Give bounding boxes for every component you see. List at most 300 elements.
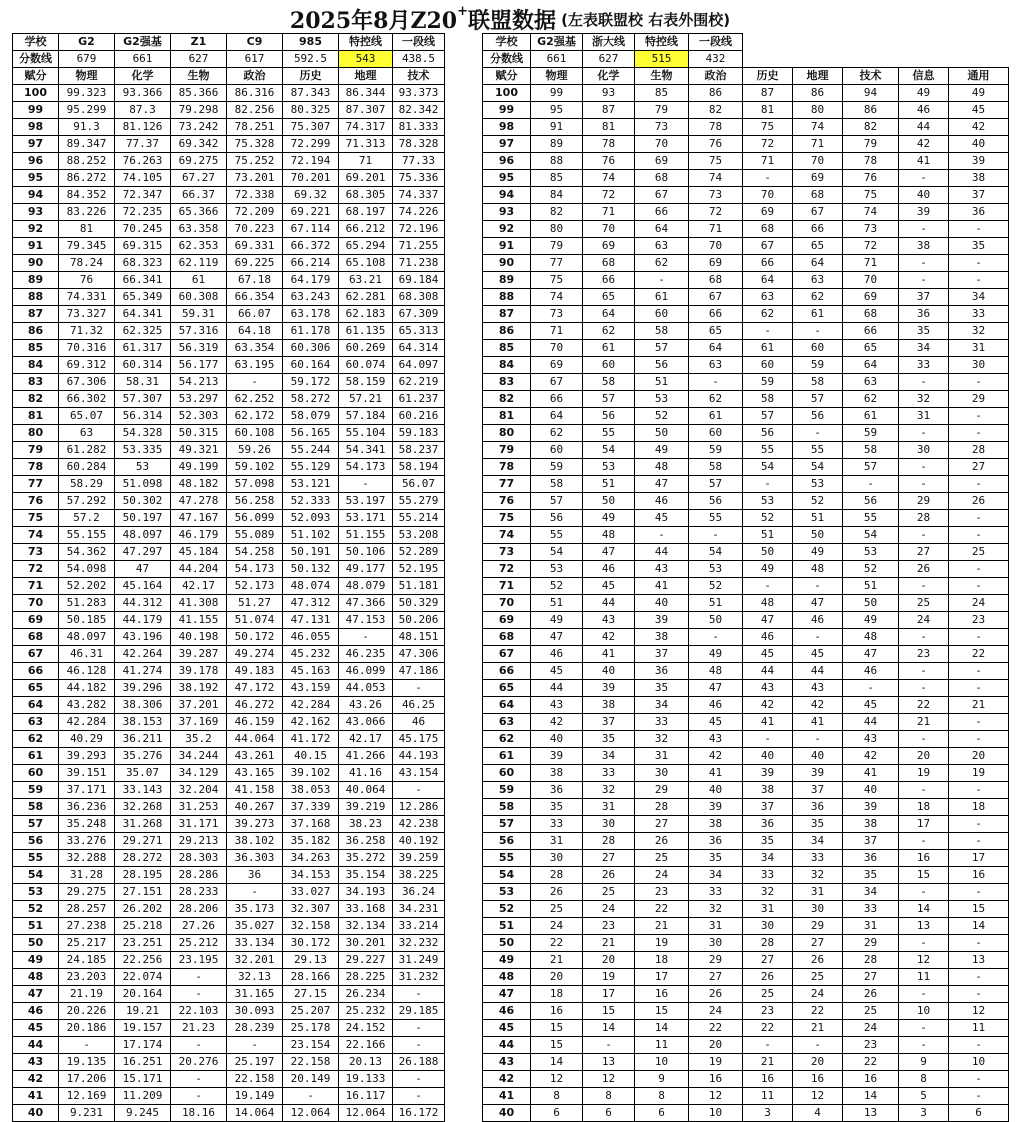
table-row-cell: 19 — [899, 765, 949, 782]
table-row-cell: 47.172 — [227, 680, 283, 697]
table-row-cell: 73 — [843, 221, 899, 238]
table-row-cell: 87 — [583, 102, 635, 119]
table-row-cell: 20.164 — [115, 986, 171, 1003]
table-row-cell: 74 — [843, 204, 899, 221]
table-row-cell: 47.306 — [393, 646, 445, 663]
table-row-cell: 63.358 — [171, 221, 227, 238]
table-row-cell: 65.313 — [393, 323, 445, 340]
table-row-cell: 9.245 — [115, 1105, 171, 1122]
table-row — [13, 476, 445, 493]
table-row-cell: 6 — [583, 1105, 635, 1122]
table-row-cell: 78 — [689, 119, 743, 136]
table-row-cell: 60 — [793, 340, 843, 357]
table-row — [13, 1037, 445, 1054]
table-row-cell: 73 — [13, 544, 59, 561]
table-row-cell: 46.25 — [393, 697, 445, 714]
table-row-cell: 15 — [531, 1020, 583, 1037]
table-row-cell: - — [899, 476, 949, 493]
table-row-cell: 59.183 — [393, 425, 445, 442]
table-row-cell: 89 — [531, 136, 583, 153]
table-row-cell: 44 — [793, 663, 843, 680]
table-row — [13, 289, 445, 306]
table-row-cell: 65.294 — [339, 238, 393, 255]
table-row-cell: 60.284 — [59, 459, 115, 476]
table-row-cell: 44 — [635, 544, 689, 561]
table-row — [483, 765, 1009, 782]
table-row-cell: 32 — [635, 731, 689, 748]
subject-row-cell: 技术 — [393, 68, 445, 85]
table-row-cell: 69 — [635, 153, 689, 170]
table-row-cell: 44.179 — [115, 612, 171, 629]
table-row-cell: 39 — [843, 799, 899, 816]
table-row-cell: 67 — [531, 374, 583, 391]
table-row — [13, 340, 445, 357]
table-row — [13, 561, 445, 578]
table-row-cell: 71 — [531, 323, 583, 340]
table-row-cell: 71 — [793, 136, 843, 153]
table-row-cell: 58.237 — [393, 442, 445, 459]
table-row-cell: 64 — [531, 408, 583, 425]
table-row-cell: 60 — [635, 306, 689, 323]
table-row-cell: 64 — [483, 697, 531, 714]
cutoff-row-cell: 分数线 — [13, 51, 59, 68]
table-row-cell: 75 — [743, 119, 793, 136]
table-row-cell: 3 — [899, 1105, 949, 1122]
table-row-cell: 29 — [949, 391, 1009, 408]
table-row-cell: 57.2 — [59, 510, 115, 527]
table-row-cell: 62.219 — [393, 374, 445, 391]
table-row-cell: 18 — [949, 799, 1009, 816]
table-row-cell: 56.314 — [115, 408, 171, 425]
table-row-cell: 69.312 — [59, 357, 115, 374]
table-row-cell: 67 — [743, 238, 793, 255]
table-row-cell: 21 — [635, 918, 689, 935]
table-row-cell: 47.153 — [339, 612, 393, 629]
cutoff-row-cell: 543 — [339, 51, 393, 68]
table-row-cell: 26 — [743, 969, 793, 986]
table-row-cell: 65 — [793, 238, 843, 255]
table-row-cell: 10 — [689, 1105, 743, 1122]
table-row-cell: 19 — [689, 1054, 743, 1071]
table-row-cell: 81.126 — [115, 119, 171, 136]
table-row-cell: 76 — [13, 493, 59, 510]
table-row-cell: 66.302 — [59, 391, 115, 408]
table-row-cell: 37.201 — [171, 697, 227, 714]
table-row-cell: 35.248 — [59, 816, 115, 833]
table-row-cell: 69 — [843, 289, 899, 306]
table-row-cell: 43.159 — [283, 680, 339, 697]
subject-row-cell: 政治 — [689, 68, 743, 85]
table-row-cell: 17.206 — [59, 1071, 115, 1088]
table-row-cell: 35.182 — [283, 833, 339, 850]
table-row-cell: 53 — [531, 561, 583, 578]
table-row-cell: 50.106 — [339, 544, 393, 561]
table-row-cell: 82 — [689, 102, 743, 119]
table-row-cell: 68 — [689, 272, 743, 289]
table-row-cell: 20.186 — [59, 1020, 115, 1037]
table-row-cell: 67 — [793, 204, 843, 221]
table-row-cell: 70 — [13, 595, 59, 612]
table-row-cell: 25.178 — [283, 1020, 339, 1037]
table-row-cell: 80 — [793, 102, 843, 119]
table-row-cell: 73 — [689, 187, 743, 204]
table-row-cell: 80 — [531, 221, 583, 238]
table-row-cell: - — [793, 578, 843, 595]
table-row-cell: - — [949, 884, 1009, 901]
table-row-cell: 65.108 — [339, 255, 393, 272]
table-row-cell: 51 — [13, 918, 59, 935]
table-row-cell: 64.097 — [393, 357, 445, 374]
table-row-cell: 64 — [583, 306, 635, 323]
table-row-cell: 23 — [743, 1003, 793, 1020]
table-row-cell: 46 — [843, 663, 899, 680]
table-row-cell: 67.309 — [393, 306, 445, 323]
table-row-cell: 24.185 — [59, 952, 115, 969]
table-row — [483, 170, 1009, 187]
table-row-cell: - — [689, 374, 743, 391]
subject-row-cell: 历史 — [743, 68, 793, 85]
table-row-cell: 66.354 — [227, 289, 283, 306]
table-row-cell: 58.194 — [393, 459, 445, 476]
table-row-cell: 62.325 — [115, 323, 171, 340]
table-row-cell: 63 — [843, 374, 899, 391]
table-row-cell: 73.327 — [59, 306, 115, 323]
table-row — [483, 731, 1009, 748]
table-row-cell: 36 — [843, 850, 899, 867]
table-row-cell: 55 — [793, 442, 843, 459]
table-row-cell: 23 — [635, 884, 689, 901]
table-row-cell: 50.329 — [393, 595, 445, 612]
table-row-cell: 17 — [899, 816, 949, 833]
table-row-cell: 29.275 — [59, 884, 115, 901]
table-row-cell: 73 — [635, 119, 689, 136]
table-row-cell: 25.197 — [227, 1054, 283, 1071]
subject-row-cell: 化学 — [583, 68, 635, 85]
table-row-cell: - — [793, 323, 843, 340]
table-row-cell: 39.293 — [59, 748, 115, 765]
table-row — [483, 510, 1009, 527]
table-row-cell: 98 — [483, 119, 531, 136]
page-title — [0, 4, 1020, 34]
table-row-cell: 42.162 — [283, 714, 339, 731]
table-row-cell: 44.204 — [171, 561, 227, 578]
table-row-cell: 70 — [583, 221, 635, 238]
table-row-cell: 35.027 — [227, 918, 283, 935]
table-row — [13, 578, 445, 595]
table-row-cell: 49.177 — [339, 561, 393, 578]
table-row-cell: 81 — [743, 102, 793, 119]
empty-cell — [743, 34, 793, 51]
table-row-cell: - — [949, 1071, 1009, 1088]
table-row-cell: 55 — [531, 527, 583, 544]
table-row-cell: 41 — [583, 646, 635, 663]
table-row-cell: 54.362 — [59, 544, 115, 561]
table-row-cell: 31.253 — [171, 799, 227, 816]
table-row-cell: 28.239 — [227, 1020, 283, 1037]
table-row-cell: 54.328 — [115, 425, 171, 442]
table-row-cell: 69 — [793, 170, 843, 187]
table-row-cell: 24.152 — [339, 1020, 393, 1037]
table-row-cell: 52.093 — [283, 510, 339, 527]
table-row-cell: 29 — [793, 918, 843, 935]
table-row-cell: 71 — [483, 578, 531, 595]
table-row-cell: 41 — [743, 714, 793, 731]
table-row-cell: - — [899, 731, 949, 748]
table-row-cell: 72 — [843, 238, 899, 255]
table-row-cell: 4 — [793, 1105, 843, 1122]
table-row-cell: 72.209 — [227, 204, 283, 221]
table-row-cell: 41.266 — [339, 748, 393, 765]
table-row-cell: 61.282 — [59, 442, 115, 459]
table-row-cell: 69.315 — [115, 238, 171, 255]
table-row-cell: 48.097 — [59, 629, 115, 646]
table-row-cell: 38 — [843, 816, 899, 833]
table-row-cell: 53.171 — [339, 510, 393, 527]
table-row-cell: 66 — [483, 663, 531, 680]
table-row-cell: 62 — [743, 306, 793, 323]
table-row-cell: 42.238 — [393, 816, 445, 833]
table-row-cell: 32.204 — [171, 782, 227, 799]
table-row-cell: 44 — [843, 714, 899, 731]
table-row-cell: 87.3 — [115, 102, 171, 119]
table-row-cell: 88 — [483, 289, 531, 306]
subject-row-cell: 地理 — [793, 68, 843, 85]
table-row-cell: 41 — [635, 578, 689, 595]
table-row-cell: 55 — [843, 510, 899, 527]
table-row — [483, 646, 1009, 663]
subject-row-cell: 信息 — [899, 68, 949, 85]
table-row-cell: 39.219 — [339, 799, 393, 816]
table-row-cell: 15.171 — [115, 1071, 171, 1088]
table-row-cell: 58.159 — [339, 374, 393, 391]
table-row-cell: 78 — [483, 459, 531, 476]
subject-row-cell: 生物 — [171, 68, 227, 85]
table-row-cell: 65 — [843, 340, 899, 357]
table-row-cell: 42 — [793, 697, 843, 714]
table-row-cell: 40 — [531, 731, 583, 748]
table-row-cell: 50.172 — [227, 629, 283, 646]
table-row-cell: 57.307 — [115, 391, 171, 408]
table-row-cell: 43 — [635, 561, 689, 578]
table-row-cell: 55.104 — [339, 425, 393, 442]
table-row-cell: 30.172 — [283, 935, 339, 952]
table-row-cell: 70.201 — [283, 170, 339, 187]
table-row-cell: - — [635, 527, 689, 544]
table-row — [13, 323, 445, 340]
table-row-cell: 51.155 — [339, 527, 393, 544]
table-row-cell: 37 — [949, 187, 1009, 204]
table-row-cell: 28.233 — [171, 884, 227, 901]
table-row-cell: 66 — [689, 306, 743, 323]
table-row-cell: 48 — [843, 629, 899, 646]
cutoff-row — [13, 51, 445, 68]
table-row-cell: 16 — [689, 1071, 743, 1088]
table-row — [483, 782, 1009, 799]
table-row-cell: 54.173 — [339, 459, 393, 476]
table-row-cell: - — [171, 1037, 227, 1054]
table-row-cell: 52 — [843, 561, 899, 578]
table-row-cell: 32 — [743, 884, 793, 901]
table-row-cell: - — [635, 272, 689, 289]
table-row-cell: 16 — [949, 867, 1009, 884]
table-row — [483, 425, 1009, 442]
table-row-cell: 57 — [583, 391, 635, 408]
table-row-cell: 93 — [483, 204, 531, 221]
table-row-cell: 45 — [13, 1020, 59, 1037]
table-row-cell: 52 — [635, 408, 689, 425]
table-row-cell: 64 — [13, 697, 59, 714]
table-row-cell: 81 — [483, 408, 531, 425]
table-row-cell: 63.21 — [339, 272, 393, 289]
table-row-cell: - — [793, 629, 843, 646]
table-row-cell: 60 — [743, 357, 793, 374]
table-row — [13, 1020, 445, 1037]
table-row-cell: 62.353 — [171, 238, 227, 255]
table-row-cell: 98 — [13, 119, 59, 136]
table-row-cell: 27 — [793, 935, 843, 952]
table-row-cell: 35 — [793, 816, 843, 833]
table-row-cell: 42.264 — [115, 646, 171, 663]
table-row-cell: 42 — [13, 1071, 59, 1088]
table-row-cell: 49 — [635, 442, 689, 459]
table-row — [13, 969, 445, 986]
table-row-cell: 50 — [635, 425, 689, 442]
table-row-cell: 22 — [689, 1020, 743, 1037]
table-row-cell: 74.317 — [339, 119, 393, 136]
table-row-cell: 64.314 — [393, 340, 445, 357]
table-row-cell: 90 — [483, 255, 531, 272]
table-row-cell: 61 — [171, 272, 227, 289]
table-row-cell: 55.129 — [283, 459, 339, 476]
table-row — [483, 306, 1009, 323]
table-row-cell: 43 — [743, 680, 793, 697]
table-row-cell: 53 — [689, 561, 743, 578]
table-row-cell: 40 — [689, 782, 743, 799]
table-row-cell: 28 — [843, 952, 899, 969]
table-row-cell: 93.373 — [393, 85, 445, 102]
table-row-cell: 70 — [843, 272, 899, 289]
table-row-cell: 87 — [743, 85, 793, 102]
table-row-cell: 45.163 — [283, 663, 339, 680]
table-row-cell: 40.064 — [339, 782, 393, 799]
table-row-cell: 51.27 — [227, 595, 283, 612]
table-row-cell: 55 — [583, 425, 635, 442]
table-row — [13, 306, 445, 323]
table-row-cell: 41.308 — [171, 595, 227, 612]
table-row — [483, 1071, 1009, 1088]
table-row-cell: 32.268 — [115, 799, 171, 816]
table-row-cell: 82.342 — [393, 102, 445, 119]
table-row-cell: - — [949, 714, 1009, 731]
table-row-cell: 93 — [583, 85, 635, 102]
table-row — [13, 816, 445, 833]
table-row-cell: 36.211 — [115, 731, 171, 748]
table-row-cell: 8 — [583, 1088, 635, 1105]
table-row-cell: 84 — [13, 357, 59, 374]
table-row-cell: 42 — [843, 748, 899, 765]
table-row-cell: 65.349 — [115, 289, 171, 306]
table-row-cell: 48.079 — [339, 578, 393, 595]
table-row-cell: 50.132 — [283, 561, 339, 578]
table-row-cell: 12 — [949, 1003, 1009, 1020]
table-row — [13, 612, 445, 629]
table-row-cell: 64.179 — [283, 272, 339, 289]
table-row-cell: 89 — [13, 272, 59, 289]
table-row-cell: 19.135 — [59, 1054, 115, 1071]
table-row-cell: 41.155 — [171, 612, 227, 629]
table-row-cell: 59 — [689, 442, 743, 459]
table-row-cell: 44.193 — [393, 748, 445, 765]
table-row-cell: 75 — [483, 510, 531, 527]
table-row-cell: - — [339, 629, 393, 646]
table-row-cell: 38.053 — [283, 782, 339, 799]
table-row-cell: 28.195 — [115, 867, 171, 884]
table-row-cell: 17.174 — [115, 1037, 171, 1054]
table-row-cell: 49 — [483, 952, 531, 969]
table-row-cell: 45 — [635, 510, 689, 527]
table-row-cell: 50 — [689, 612, 743, 629]
table-row-cell: 42 — [743, 697, 793, 714]
table-row-cell: 91 — [13, 238, 59, 255]
table-row-cell: 9 — [899, 1054, 949, 1071]
table-row-cell: 53 — [483, 884, 531, 901]
table-row-cell: 12 — [793, 1088, 843, 1105]
title-main-2: 联盟数据 — [468, 8, 557, 34]
table-row-cell: 55 — [743, 442, 793, 459]
empty-cell — [843, 51, 899, 68]
table-row-cell: 94 — [483, 187, 531, 204]
table-row-cell: 53.335 — [115, 442, 171, 459]
table-row-cell: 64 — [843, 357, 899, 374]
table-row-cell: - — [583, 1037, 635, 1054]
table-row-cell: - — [393, 1071, 445, 1088]
header-row-cell: 特控线 — [339, 34, 393, 51]
table-row-cell: 69.342 — [171, 136, 227, 153]
table-row-cell: 47.167 — [171, 510, 227, 527]
table-row-cell: 58.079 — [283, 408, 339, 425]
table-row-cell: 82 — [843, 119, 899, 136]
table-row-cell: 44.064 — [227, 731, 283, 748]
table-row — [13, 952, 445, 969]
table-row-cell: 32 — [949, 323, 1009, 340]
subject-row-cell: 历史 — [283, 68, 339, 85]
table-row-cell: 58 — [531, 476, 583, 493]
table-row-cell: - — [843, 476, 899, 493]
table-row-cell: 66 — [531, 391, 583, 408]
table-row-cell: 60.216 — [393, 408, 445, 425]
table-row-cell: 17 — [583, 986, 635, 1003]
table-row-cell: 50.315 — [171, 425, 227, 442]
table-row-cell: 25 — [583, 884, 635, 901]
table-row-cell: 81.333 — [393, 119, 445, 136]
table-row — [483, 578, 1009, 595]
table-row-cell: 89.347 — [59, 136, 115, 153]
table-row-cell: 27 — [635, 816, 689, 833]
table-row-cell: - — [227, 884, 283, 901]
table-row-cell: 88 — [13, 289, 59, 306]
table-row-cell: 39 — [899, 204, 949, 221]
table-row-cell: 69 — [583, 238, 635, 255]
table-row-cell: 48 — [583, 527, 635, 544]
table-row-cell: - — [949, 782, 1009, 799]
table-row-cell: 39.151 — [59, 765, 115, 782]
table-row-cell: 100 — [483, 85, 531, 102]
table-row-cell: 28 — [583, 833, 635, 850]
cutoff-row-cell: 627 — [583, 51, 635, 68]
table-row-cell: 68 — [843, 306, 899, 323]
table-row-cell: 51 — [583, 476, 635, 493]
table-row-cell: 23.154 — [283, 1037, 339, 1054]
